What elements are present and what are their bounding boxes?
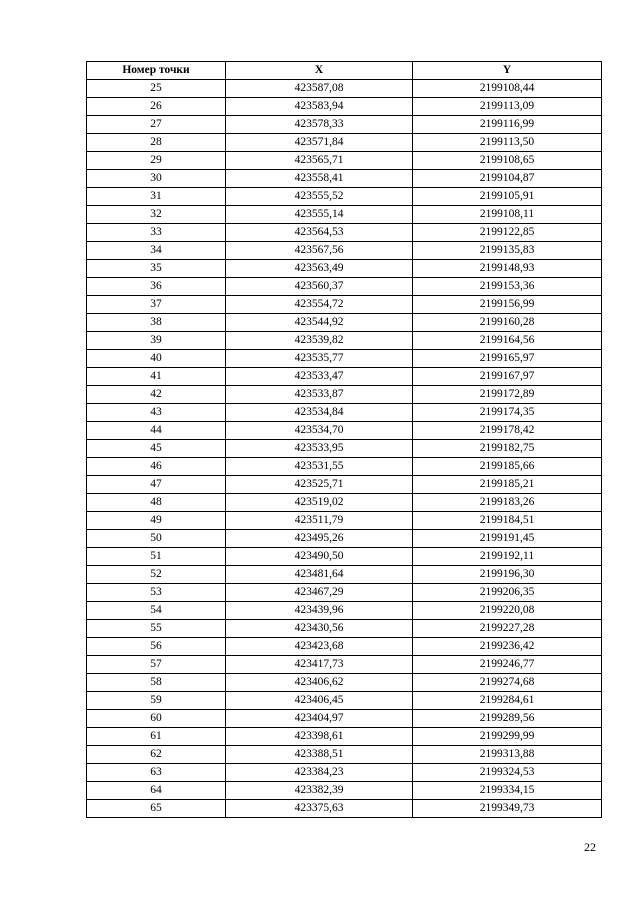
table-row	[87, 800, 602, 818]
cell-point-number: 65	[87, 800, 226, 818]
table-row	[87, 224, 602, 242]
cell-x: 423384,23	[226, 764, 413, 782]
table-row	[87, 458, 602, 476]
cell-x: 423406,45	[226, 692, 413, 710]
cell-point-number: 39	[87, 332, 226, 350]
cell-y: 2199196,30	[413, 566, 602, 584]
cell-y: 2199135,83	[413, 242, 602, 260]
cell-point-number: 41	[87, 368, 226, 386]
cell-point-number: 29	[87, 152, 226, 170]
cell-point-number: 59	[87, 692, 226, 710]
cell-point-number: 26	[87, 98, 226, 116]
page-number: 22	[584, 840, 596, 854]
cell-x: 423467,29	[226, 584, 413, 602]
cell-x: 423406,62	[226, 674, 413, 692]
cell-y: 2199108,65	[413, 152, 602, 170]
cell-point-number: 33	[87, 224, 226, 242]
cell-point-number: 54	[87, 602, 226, 620]
cell-y: 2199148,93	[413, 260, 602, 278]
cell-x: 423398,61	[226, 728, 413, 746]
table-row	[87, 170, 602, 188]
cell-point-number: 55	[87, 620, 226, 638]
cell-point-number: 49	[87, 512, 226, 530]
cell-x: 423481,64	[226, 566, 413, 584]
cell-y: 2199164,56	[413, 332, 602, 350]
cell-y: 2199105,91	[413, 188, 602, 206]
table-row	[87, 512, 602, 530]
table-row	[87, 782, 602, 800]
cell-point-number: 62	[87, 746, 226, 764]
table-row	[87, 746, 602, 764]
cell-point-number: 47	[87, 476, 226, 494]
cell-point-number: 45	[87, 440, 226, 458]
cell-point-number: 43	[87, 404, 226, 422]
table-row	[87, 134, 602, 152]
cell-point-number: 60	[87, 710, 226, 728]
table-row	[87, 692, 602, 710]
cell-point-number: 63	[87, 764, 226, 782]
cell-point-number: 64	[87, 782, 226, 800]
cell-x: 423539,82	[226, 332, 413, 350]
cell-x: 423439,96	[226, 602, 413, 620]
table-row	[87, 440, 602, 458]
cell-x: 423555,52	[226, 188, 413, 206]
cell-point-number: 30	[87, 170, 226, 188]
cell-point-number: 25	[87, 80, 226, 98]
cell-y: 2199108,44	[413, 80, 602, 98]
cell-point-number: 57	[87, 656, 226, 674]
table-row	[87, 764, 602, 782]
table-row	[87, 368, 602, 386]
cell-y: 2199227,28	[413, 620, 602, 638]
cell-point-number: 31	[87, 188, 226, 206]
cell-x: 423554,72	[226, 296, 413, 314]
cell-x: 423567,56	[226, 242, 413, 260]
cell-x: 423531,55	[226, 458, 413, 476]
cell-y: 2199167,97	[413, 368, 602, 386]
cell-point-number: 46	[87, 458, 226, 476]
cell-point-number: 38	[87, 314, 226, 332]
cell-y: 2199160,28	[413, 314, 602, 332]
cell-point-number: 28	[87, 134, 226, 152]
cell-point-number: 42	[87, 386, 226, 404]
table-row	[87, 278, 602, 296]
table-row	[87, 260, 602, 278]
cell-y: 2199108,11	[413, 206, 602, 224]
cell-y: 2199206,35	[413, 584, 602, 602]
cell-x: 423564,53	[226, 224, 413, 242]
cell-y: 2199236,42	[413, 638, 602, 656]
cell-x: 423404,97	[226, 710, 413, 728]
cell-point-number: 35	[87, 260, 226, 278]
coordinates-table	[86, 61, 602, 818]
cell-y: 2199153,36	[413, 278, 602, 296]
cell-y: 2199324,53	[413, 764, 602, 782]
cell-x: 423565,71	[226, 152, 413, 170]
cell-y: 2199289,56	[413, 710, 602, 728]
cell-point-number: 53	[87, 584, 226, 602]
cell-y: 2199299,99	[413, 728, 602, 746]
cell-y: 2199165,97	[413, 350, 602, 368]
cell-x: 423490,50	[226, 548, 413, 566]
table-row	[87, 476, 602, 494]
cell-y: 2199185,66	[413, 458, 602, 476]
cell-x: 423571,84	[226, 134, 413, 152]
cell-x: 423533,87	[226, 386, 413, 404]
cell-y: 2199284,61	[413, 692, 602, 710]
cell-x: 423423,68	[226, 638, 413, 656]
cell-y: 2199113,09	[413, 98, 602, 116]
header-x: X	[226, 62, 413, 80]
cell-x: 423533,95	[226, 440, 413, 458]
cell-x: 423511,79	[226, 512, 413, 530]
cell-x: 423382,39	[226, 782, 413, 800]
cell-point-number: 37	[87, 296, 226, 314]
cell-point-number: 36	[87, 278, 226, 296]
table-row	[87, 296, 602, 314]
table-header	[87, 62, 602, 80]
table-row	[87, 350, 602, 368]
table-row	[87, 656, 602, 674]
cell-point-number: 61	[87, 728, 226, 746]
cell-y: 2199178,42	[413, 422, 602, 440]
table-row	[87, 98, 602, 116]
cell-y: 2199185,21	[413, 476, 602, 494]
cell-y: 2199174,35	[413, 404, 602, 422]
cell-y: 2199183,26	[413, 494, 602, 512]
cell-point-number: 58	[87, 674, 226, 692]
table-row	[87, 386, 602, 404]
cell-x: 423555,14	[226, 206, 413, 224]
table-row	[87, 584, 602, 602]
cell-x: 423587,08	[226, 80, 413, 98]
table-row	[87, 566, 602, 584]
cell-y: 2199182,75	[413, 440, 602, 458]
cell-point-number: 51	[87, 548, 226, 566]
cell-y: 2199104,87	[413, 170, 602, 188]
cell-y: 2199184,51	[413, 512, 602, 530]
cell-y: 2199220,08	[413, 602, 602, 620]
table-row	[87, 710, 602, 728]
table-row	[87, 548, 602, 566]
cell-point-number: 40	[87, 350, 226, 368]
header-row	[87, 62, 602, 80]
cell-x: 423525,71	[226, 476, 413, 494]
cell-point-number: 27	[87, 116, 226, 134]
cell-x: 423558,41	[226, 170, 413, 188]
cell-x: 423560,37	[226, 278, 413, 296]
cell-x: 423430,56	[226, 620, 413, 638]
table-row	[87, 152, 602, 170]
cell-point-number: 48	[87, 494, 226, 512]
cell-x: 423375,63	[226, 800, 413, 818]
table-row	[87, 314, 602, 332]
cell-point-number: 52	[87, 566, 226, 584]
table-row	[87, 674, 602, 692]
table-row	[87, 620, 602, 638]
cell-x: 423578,33	[226, 116, 413, 134]
table-row	[87, 638, 602, 656]
table-row	[87, 530, 602, 548]
cell-point-number: 56	[87, 638, 226, 656]
table-row	[87, 80, 602, 98]
cell-x: 423563,49	[226, 260, 413, 278]
cell-y: 2199349,73	[413, 800, 602, 818]
table-row	[87, 242, 602, 260]
cell-y: 2199192,11	[413, 548, 602, 566]
cell-y: 2199334,15	[413, 782, 602, 800]
cell-x: 423495,26	[226, 530, 413, 548]
cell-point-number: 32	[87, 206, 226, 224]
cell-x: 423519,02	[226, 494, 413, 512]
cell-y: 2199156,99	[413, 296, 602, 314]
cell-y: 2199191,45	[413, 530, 602, 548]
table-row	[87, 206, 602, 224]
table-body	[87, 80, 602, 818]
table-row	[87, 422, 602, 440]
cell-x: 423388,51	[226, 746, 413, 764]
table-row	[87, 602, 602, 620]
cell-y: 2199172,89	[413, 386, 602, 404]
cell-point-number: 44	[87, 422, 226, 440]
table-row	[87, 188, 602, 206]
cell-x: 423534,70	[226, 422, 413, 440]
cell-x: 423534,84	[226, 404, 413, 422]
cell-x: 423544,92	[226, 314, 413, 332]
cell-x: 423535,77	[226, 350, 413, 368]
cell-y: 2199122,85	[413, 224, 602, 242]
cell-x: 423583,94	[226, 98, 413, 116]
header-point-number: Номер точки	[87, 62, 226, 80]
cell-y: 2199246,77	[413, 656, 602, 674]
cell-y: 2199116,99	[413, 116, 602, 134]
table-row	[87, 116, 602, 134]
table-row	[87, 728, 602, 746]
cell-x: 423417,73	[226, 656, 413, 674]
table-row	[87, 404, 602, 422]
table-row	[87, 332, 602, 350]
cell-y: 2199274,68	[413, 674, 602, 692]
header-y: Y	[413, 62, 602, 80]
cell-x: 423533,47	[226, 368, 413, 386]
cell-point-number: 50	[87, 530, 226, 548]
table-row	[87, 494, 602, 512]
cell-y: 2199113,50	[413, 134, 602, 152]
cell-point-number: 34	[87, 242, 226, 260]
cell-y: 2199313,88	[413, 746, 602, 764]
